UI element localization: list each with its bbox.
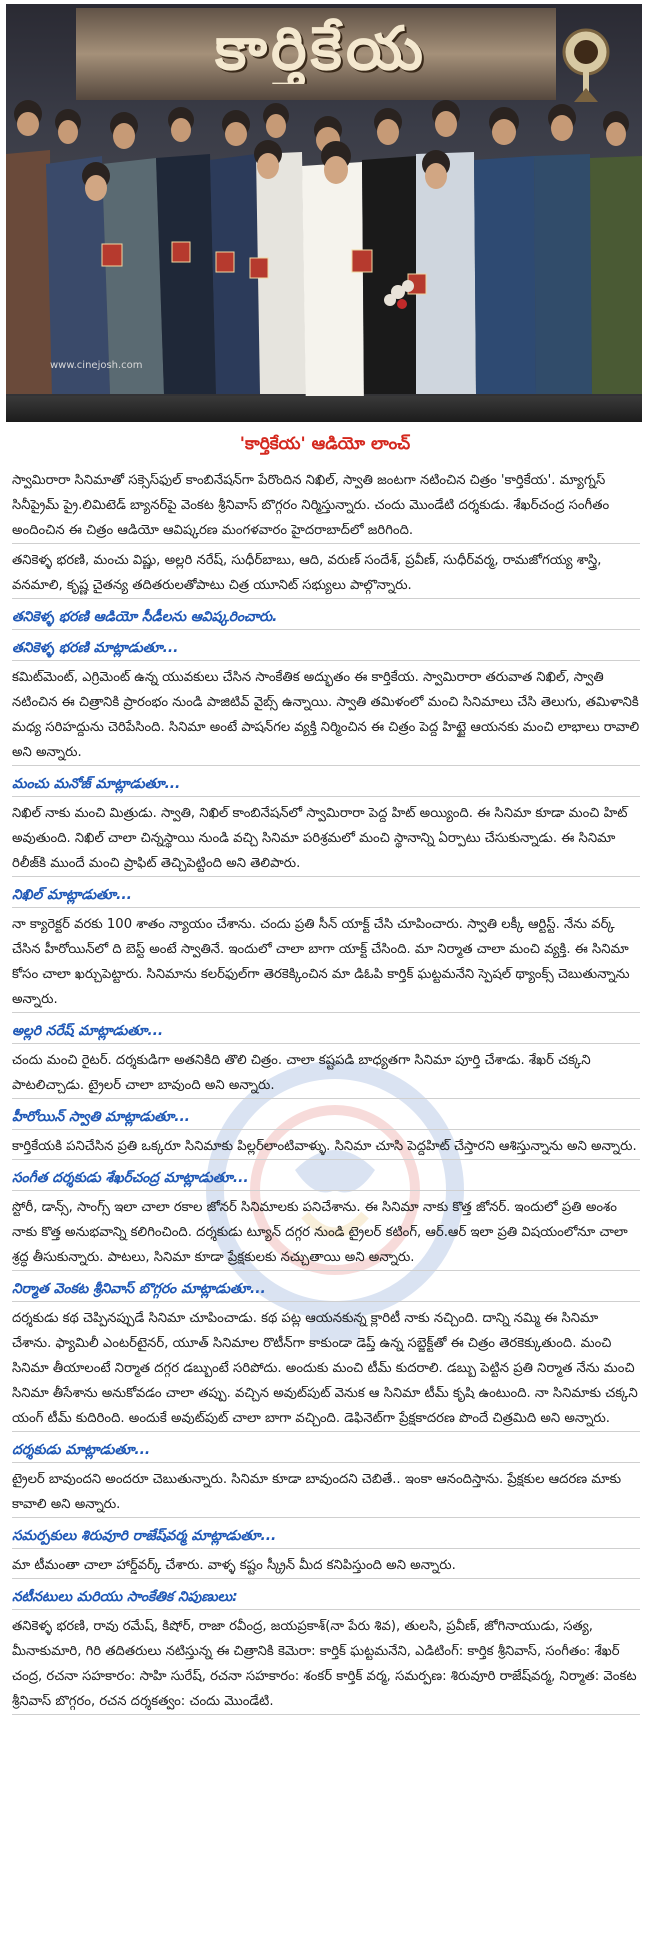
article-paragraph: స్టోరీ, డాన్స్, సాంగ్స్ ఇలా చాలా రకాల జోనర్ సినిమాలకు పనిచేశాను. ఈ సినిమా నాకు కొత్త జోనర్. ఇందులో ప్రతి అంశం నాకు కొత్త అనుభవాన్ని కలిగించింది. దర్శకుడు ట్యూన్ దగ్గర నుండి ట్రైలర్ కటింగ్, ఆర్.ఆర్ ఇలా ప్రతి విషయంలోనూ చాలా శ్రద్ధ తీసుకున్నారు. పాటలు, సినిమా కూడా ప్రేక్షకులకు నచ్చుతాయి అని అన్నారు. [12,1195,640,1271]
banner-logo-text: కార్తికేయ [214,14,428,84]
article-paragraph: తనికెళ్ళ భరణి, మంచు విష్ణు, అల్లరి నరేష్, సుధీర్‌బాబు, ఆది, వరుణ్ సందేశ్, ప్రవీణ్, సుధీర్‌వర్మ, రామజోగయ్య శాస్త్రి, వనమాలి, కృష్ణ చైతన్య తదితరులతోపాటు చిత్ర యూనిట్ సభ్యులు పాల్గొన్నారు. [12,548,640,599]
section-heading: సమర్పకులు శిరువూరి రాజేష్‌వర్మ మాట్లాడుతూ... [12,1524,640,1549]
article-paragraph: చందు మంచి రైటర్. దర్శకుడిగా అతనికిది తొలి చిత్రం. చాలా కష్టపడి బాధ్యతగా సినిమా పూర్తి చేశాడు. శేఖర్ చక్కని పాటలిచ్చాడు. ట్రైలర్ చాలా బావుంది అని అన్నారు. [12,1048,640,1099]
event-photo [6,4,642,422]
section-heading: సంగీత దర్శకుడు శేఖర్‌చంద్ర మాట్లాడుతూ... [12,1166,640,1191]
article-paragraph: స్వామిరారా సినిమాతో సక్సెస్‌ఫుల్ కాంబినేషన్‌గా పేరొందిన నిఖిల్, స్వాతి జంటగా నటించిన చిత్రం 'కార్తికేయ'. మ్యాగ్నస్ సినీప్రైమ్ ప్రై.లిమిటెడ్ బ్యానర్‌పై వెంకట శ్రీనివాస్ బొగ్గరం నిర్మిస్తున్నారు. చందు మొండేటి దర్శకుడు. శేఖర్‌చంద్ర సంగీతం అందించిన ఈ చిత్రం ఆడియో ఆవిష్కరణ మంగళవారం హైదరాబాద్‌లో జరిగింది. [12,468,640,544]
section-heading: తనికెళ్ళ భరణి ఆడియో సీడీలను ఆవిష్కరించారు. [12,605,640,630]
article-paragraph: దర్శకుడు కథ చెప్పినప్పుడే సినిమా చూపించాడు. కథ పట్ల ఆయనకున్న క్లారిటీ నాకు నచ్చింది. దాన్ని నమ్మి ఈ సినిమా చేశాను. ఫ్యామిలీ ఎంటర్‌టైనర్, యూత్ సినిమాల రొటీన్‌గా కాకుండా డెప్త్ ఉన్న సబ్జెక్ట్‌తో ఈ చిత్రం తెరకెక్కుతుంది. మంచి సినిమా తీయాలంటే నిర్మాత దగ్గర డబ్బుంటే సరిపోదు. అందుకు మంచి టీమ్ కుదరాలి. డబ్బు పెట్టిన ప్రతి నిర్మాత నేను మంచి సినిమా తీసేశాను అనుకోవడం చాలా తప్పు. వచ్చిన అవుట్‌పుట్ వెనుక ఆ సినిమా టీమ్ కృషి ఉంటుంది. నా సినిమాకు చక్కని యంగ్ టీమ్ కుదిరింది. అందుకే అవుట్‌పుట్ చాలా బాగా వచ్చింది. డెఫినెట్‌గా ప్రేక్షకాదరణ పొందే చిత్రమిది అని అన్నారు. [12,1306,640,1432]
section-heading: నటీనటులు మరియు సాంకేతిక నిపుణులు: [12,1585,640,1610]
article-paragraph: ట్రైలర్ బావుందని అందరూ చెబుతున్నారు. సినిమా కూడా బావుందని చెబితే.. ఇంకా ఆనందిస్తాను. ప్రేక్షకుల ఆదరణ మాకు కావాలి అని అన్నారు. [12,1467,640,1518]
section-heading: మంచు మనోజ్ మాట్లాడుతూ... [12,772,640,797]
article-paragraph: కమిట్‌మెంట్, ఎగ్రిమెంట్ ఉన్న యువకులు చేసిన సాంకేతిక అద్భుతం ఈ కార్తికేయ. స్వామిరారా తరువాత నిఖిల్, స్వాతి నటించిన ఈ చిత్రానికి ప్రారంభం నుండి పాజిటివ్ వైబ్స్ ఉన్నాయి. స్వాతి తమిళంలో మంచి సినిమాలు చేసి తెలుగు, తమిళానికి మధ్య సరిహద్దును చెరిపేసింది. సినిమా అంటే పాషన్‌గల వ్యక్తి నిర్మించిన ఈ చిత్రం పెద్ద హిట్టై ఆయనకు మంచి లాభాలు రావాలి అని అన్నారు. [12,665,640,766]
section-heading: దర్శకుడు మాట్లాడుతూ... [12,1438,640,1463]
section-heading: తనికెళ్ళ భరణి మాట్లాడుతూ... [12,636,640,661]
article-paragraph: నిఖిల్ నాకు మంచి మిత్రుడు. స్వాతి, నిఖిల్ కాంబినేషన్‌లో స్వామిరారా పెద్ద హిట్ అయ్యింది. ఈ సినిమా కూడా మంచి హిట్ అవుతుంది. నిఖిల్ చాలా చిన్నస్థాయి నుండి వచ్చి సినిమా పరిశ్రమలో మంచి స్థానాన్ని ఏర్పాటు చేసుకున్నాడు. ఈ సినిమా రిలీజ్‌కి ముందే మంచి ప్రాఫిట్ తెచ్చిపెట్టింది అని తెలిపారు. [12,801,640,877]
stage-floor [6,396,642,422]
article-paragraph: కార్తికేయకి పనిచేసిన ప్రతి ఒక్కరూ సినిమాకు పిల్లర్‌లాంటివాళ్ళు. సినిమా చూసి పెద్దహిట్ చేస్తారని ఆశిస్తున్నాను అని అన్నారు. [12,1134,640,1160]
article-body [12,468,640,1715]
photo-watermark: www.cinejosh.com [50,360,143,371]
section-heading: హీరోయిన్ స్వాతి మాట్లాడుతూ... [12,1105,640,1130]
section-heading: నిర్మాత వెంకట శ్రీనివాస్ బొగ్గరం మాట్లాడుతూ... [12,1277,640,1302]
article-paragraph: మా టీమంతా చాలా హార్డ్‌వర్క్ చేశారు. వాళ్ళ కష్టం స్క్రీన్ మీద కనిపిస్తుంది అని అన్నారు. [12,1553,640,1579]
section-heading: నిఖిల్ మాట్లాడుతూ... [12,883,640,908]
crowd-illustration [6,94,642,422]
article-paragraph: తనికెళ్ళ భరణి, రావు రమేష్, కిషోర్, రాజా రవీంద్ర, జయప్రకాశ్(నా పేరు శివ), తులసి, ప్రవీణ్, జోగినాయుడు, సత్య, మీనాకుమారి, గిరి తదితరులు నటిస్తున్న ఈ చిత్రానికి కెమెరా: కార్తిక్ ఘట్టమనేని, ఎడిటింగ్: కార్తిక శ్రీనివాస్, సంగీతం: శేఖర్ చంద్ర, రచనా సహకారం: సాహి సురేష్, రచనా సహకారం: శంకర్ కార్తిక్ వర్మ, సమర్పణ: శిరువూరి రాజేష్‌వర్మ, నిర్మాత: వెంకట శ్రీనివాస్ బొగ్గరం, రచన దర్శకత్వం: చందు మొండేటి. [12,1614,640,1715]
article-paragraph: నా క్యారెక్టర్ వరకు 100 శాతం న్యాయం చేశాను. చందు ప్రతి సీన్ యాక్ట్ చేసి చూపించారు. స్వాతి లక్కీ ఆర్టిస్ట్. నేను వర్క్ చేసిన హీరోయిన్‌లో ది బెస్ట్ అంటే స్వాతినే. ఇందులో చాలా బాగా యాక్ట్ చేసింది. మా నిర్మాత చాలా మంచి వ్యక్తి. ఈ సినిమా కోసం చాలా ఖర్చుపెట్టారు. సినిమాను కలర్‌ఫుల్‌గా తెరకెక్కించిన మా డిఓపి కార్తిక్ ఘట్టమనేని స్పెషల్ థ్యాంక్స్ చెబుతున్నాను అన్నారు. [12,912,640,1013]
article-title: 'కార్తికేయ' ఆడియో లాంచ్ [239,434,411,454]
section-heading: అల్లరి నరేష్ మాట్లాడుతూ... [12,1019,640,1044]
